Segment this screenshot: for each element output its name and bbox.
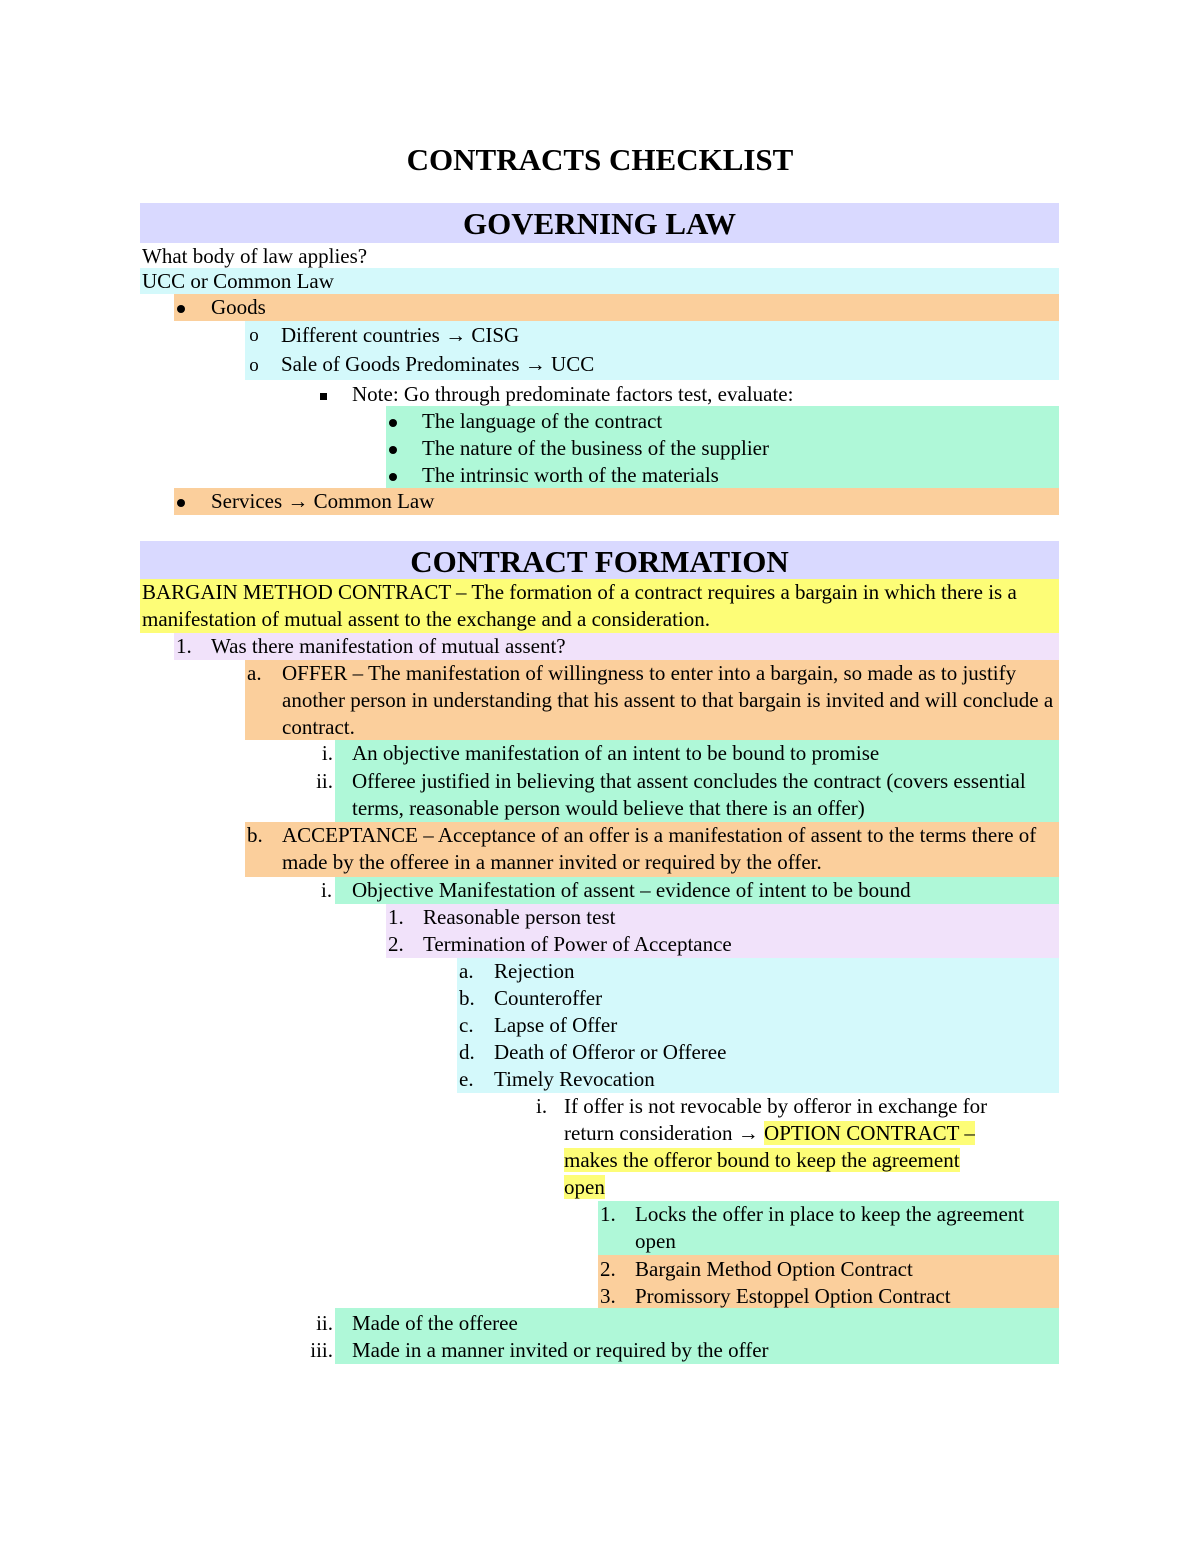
option-item-types <box>598 1255 1059 1308</box>
revocation-note <box>530 1093 1059 1201</box>
offer-definition <box>245 660 1059 740</box>
item-number: b. <box>459 986 475 1010</box>
governing-question-text: What body of law applies? <box>142 244 368 268</box>
bullet-icon <box>389 446 397 454</box>
note-row <box>316 381 1059 407</box>
item-number: i. <box>321 741 333 765</box>
bargain-definition-text: BARGAIN METHOD CONTRACT – The formation of a contract requires a bargain in which there is a manifestation of mutual assent to the exchange and a consideration. <box>142 580 1017 631</box>
option-item-text: Bargain Method Option Contract <box>635 1257 913 1281</box>
item-number: iii. <box>310 1338 333 1362</box>
arrow-icon: → <box>287 489 309 513</box>
item-number: ii. <box>316 1311 333 1335</box>
section-heading-governing-law: GOVERNING LAW <box>140 203 1059 243</box>
item-number: c. <box>459 1013 474 1037</box>
item-number: a. <box>459 959 474 983</box>
item-number: 1. <box>388 905 404 929</box>
factor-item: The intrinsic worth of the materials <box>422 463 719 487</box>
common-law-text: Common Law <box>313 489 435 513</box>
services-text: Services <box>211 489 283 513</box>
revocation-text: If offer is not revocable by offeror in exchange for <box>564 1094 988 1118</box>
note-text: Note: Go through predominate factors test, evaluate: <box>352 382 794 406</box>
factor-item: The nature of the business of the supplier <box>422 436 769 460</box>
question-number: 1. <box>176 634 192 658</box>
termination-item: Counteroffer <box>494 986 603 1010</box>
option-contract-term: OPTION CONTRACT – <box>764 1121 975 1145</box>
governing-question <box>140 243 1059 268</box>
offer-element-text: An objective manifestation of an intent to be bound to promise <box>352 741 880 765</box>
termination-item: Death of Offeror or Offeree <box>494 1040 727 1064</box>
item-number: e. <box>459 1067 474 1091</box>
offer-text: OFFER – The manifestation of willingness to enter into a bargain, so made as to justify another person in understanding that his assent to that bargain is invited and will conclude a contract. <box>282 661 1054 739</box>
offer-element-text: Offeree justified in believing that assent concludes the contract (covers essential terms, reasonable person would believe that there is an offer) <box>352 769 1026 820</box>
offer-elements <box>316 740 1059 822</box>
item-number: d. <box>459 1040 475 1064</box>
bargain-definition <box>140 579 1059 633</box>
factor-list <box>386 406 1059 488</box>
bullet-icon <box>177 499 185 507</box>
ucc-or-common-text: UCC or Common Law <box>142 269 334 293</box>
question-mutual-assent <box>174 633 1059 660</box>
section-heading-contract-formation: CONTRACT FORMATION <box>140 541 1059 581</box>
arrow-icon: → <box>524 352 546 376</box>
item-number: 3. <box>600 1284 616 1308</box>
made-item-text: Made in a manner invited or required by the offer <box>352 1338 769 1362</box>
termination-item: Lapse of Offer <box>494 1013 618 1037</box>
item-number: 2. <box>388 932 404 956</box>
arrow-icon: → <box>737 1121 759 1145</box>
test-text: Reasonable person test <box>423 905 616 929</box>
bullet-icon <box>389 473 397 481</box>
sale-of-goods-row <box>281 351 594 378</box>
objective-manifestation <box>321 877 1059 904</box>
termination-item: Timely Revocation <box>494 1067 655 1091</box>
cisg-text: CISG <box>471 323 520 347</box>
termination-item: Rejection <box>494 959 575 983</box>
test-text: Termination of Power of Acceptance <box>423 932 732 956</box>
option-item-text: Locks the offer in place to keep the agreement open <box>635 1202 1025 1253</box>
bullet-icon <box>177 305 185 313</box>
item-number: i. <box>321 878 333 902</box>
item-number: i. <box>536 1094 548 1118</box>
bullet-icon <box>389 419 397 427</box>
option-item-locks <box>598 1201 1059 1255</box>
ucc-text: UCC <box>551 352 595 376</box>
option-contract-definition: makes the offeror bound to keep the agreement <box>564 1148 960 1172</box>
goods-row <box>174 294 1059 321</box>
arrow-icon: → <box>445 323 467 347</box>
made-of-offeree-list <box>310 1308 1059 1364</box>
hollow-bullet-icon: o <box>249 325 259 346</box>
termination-list <box>457 958 1059 1093</box>
offer-label: a. <box>247 661 262 685</box>
item-number: 2. <box>600 1257 616 1281</box>
ucc-or-common-row <box>140 268 1059 294</box>
services-line <box>211 488 434 515</box>
acceptance-text: ACCEPTANCE – Acceptance of an offer is a manifestation of assent to the terms there of made by the offeree in a manner invited or required by the offer. <box>282 823 1037 874</box>
different-countries-text: Different countries <box>281 323 440 347</box>
item-number: ii. <box>316 769 333 793</box>
acceptance-definition <box>245 822 1059 877</box>
goods-text: Goods <box>211 295 266 319</box>
option-item-text: Promissory Estoppel Option Contract <box>635 1284 951 1308</box>
question-text: Was there manifestation of mutual assent? <box>211 634 566 658</box>
item-number: 1. <box>600 1202 616 1226</box>
revocation-line-2 <box>564 1120 975 1147</box>
option-contract-definition: open <box>564 1175 605 1199</box>
objective-text: Objective Manifestation of assent – evidence of intent to be bound <box>352 878 911 902</box>
made-item-text: Made of the offeree <box>352 1311 518 1335</box>
different-countries-row <box>281 322 519 349</box>
acceptance-tests <box>386 904 1059 958</box>
hollow-bullet-icon: o <box>249 355 259 376</box>
acceptance-label: b. <box>247 823 263 847</box>
factor-item: The language of the contract <box>422 409 663 433</box>
revocation-text: return consideration <box>564 1121 733 1145</box>
goods-subitems <box>245 321 1059 380</box>
services-row <box>174 488 1059 515</box>
square-bullet-icon <box>320 393 327 400</box>
document-title: CONTRACTS CHECKLIST <box>406 142 794 177</box>
sale-of-goods-text: Sale of Goods Predominates <box>281 352 520 376</box>
